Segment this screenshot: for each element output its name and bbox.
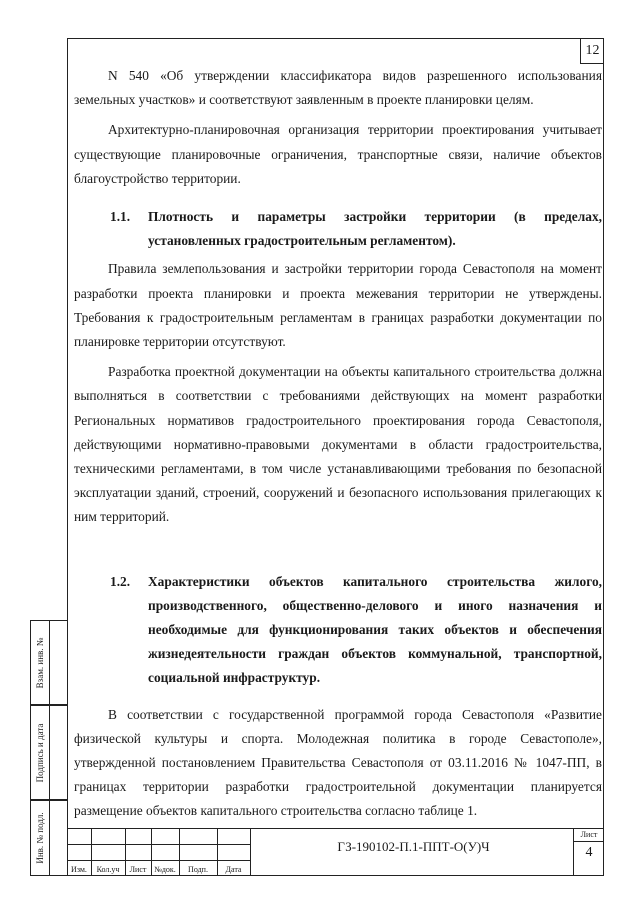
- sheet-number: 4: [585, 845, 593, 860]
- section-title: Плотность и параметры застройки территории (в пределах, установленных градостроительным регламентом).: [148, 209, 602, 249]
- stamp-col-list: Лист: [129, 865, 147, 874]
- stamp-col-kol: Кол.уч: [96, 865, 120, 874]
- section-number: 1.1.: [110, 209, 131, 225]
- sheet-label: Лист: [580, 830, 598, 839]
- sheet-box: [573, 829, 604, 876]
- section-heading-1-2: [110, 570, 602, 691]
- paragraph: Архитектурно-планировочная организация территории проектирования учитывает существующие планировочные ограничения, транспортные связи, наличие объектов благоустройство территории.: [74, 122, 602, 186]
- stamp-col-ndok: №док.: [154, 865, 176, 874]
- stamp-col-data: Дата: [225, 865, 242, 874]
- document-body: [74, 64, 602, 824]
- paragraph: N 540 «Об утверждении классификатора видов разрешенного использования земельных участков» и соответствуют заявленным в проекте планировки целям.: [74, 68, 602, 108]
- side-label: Инв. № подл.: [35, 812, 45, 864]
- side-cell-sign-date: [30, 705, 67, 800]
- paragraph: Разработка проектной документации на объекты капитального строительства должна выполняться в соответствии с требованиями действующих на момент разработки Региональных нормативов градостроительного проектирования города Севастополя, действующими нормативно-правовыми документами в области градостроительства, техническими регламентами, в том числе устанавливающими требования по безопасной эксплуатации зданий, строений, сооружений и безопасного использования прилегающих к ним территорий.: [74, 364, 602, 525]
- section-title: Характеристики объектов капитального строительства жилого, производственного, общественно-делового и иного назначения и необходимые для функционирования таких объектов и обеспечения жизнедеятельности граждан объектов коммунальной, транспортной, социальной инфраструктур.: [148, 573, 602, 686]
- section-heading-1-1: [110, 205, 602, 253]
- paragraph: Правила землепользования и застройки территории города Севастополя на момент разработки проекта планировки и проекта межевания территории не утверждены. Требования к градостроительным регламентам в границах разработки документации по планировке территории отсутствуют.: [74, 261, 602, 350]
- title-block: [67, 828, 604, 876]
- side-cell-inv-vzam: [30, 620, 67, 705]
- side-cell-inv-podl: [30, 800, 67, 876]
- document-code: ГЗ-190102-П.1-ППТ-О(У)Ч: [337, 839, 490, 854]
- stamp-col-podp: Подп.: [188, 865, 208, 874]
- section-number: 1.2.: [110, 573, 131, 589]
- side-label: Взам. инв. №: [35, 637, 45, 688]
- stamp-col-izm: Изм.: [71, 865, 87, 874]
- side-label: Подпись и дата: [35, 723, 45, 782]
- page-number-top: 12: [580, 38, 604, 64]
- paragraph: В соответствии с государственной программой города Севастополя «Развитие физической культуры и спорта. Молодежная политика в городе Севастополе», утвержденной постановлением Правительства Севастополя от 03.11.2016 № 1047-ПП, в границах территории разработки градостроительной документации планируется размещение объектов капитального строительства согласно таблице 1.: [74, 706, 602, 819]
